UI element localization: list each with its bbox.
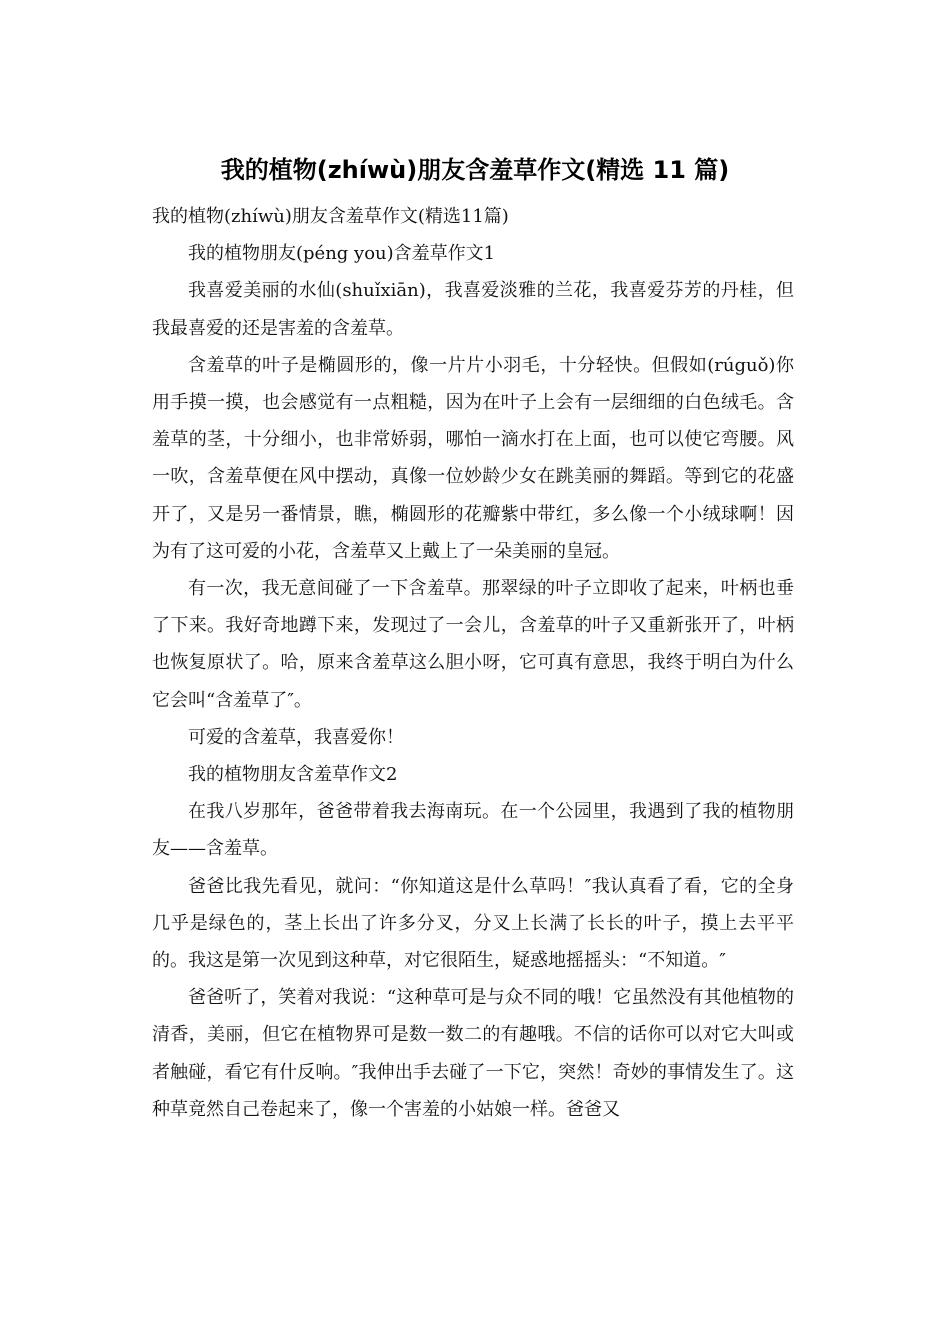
section-heading-2: 我的植物朋友含羞草作文2 <box>188 764 398 786</box>
document-body <box>152 198 794 1128</box>
document-title: 我的植物(zhíwù)朋友含羞草作文(精选 11 篇) <box>220 156 730 184</box>
paragraph: 我喜爱美丽的水仙(shuǐxiān)，我喜爱淡雅的兰花，我喜爱芬芳的丹桂，但我最喜爱的还是害羞的含羞草。 <box>152 280 794 339</box>
subtitle-line: 我的植物(zhíwù)朋友含羞草作文(精选11篇) <box>152 206 509 227</box>
paragraph: 爸爸听了，笑着对我说：“这种草可是与众不同的哦！它虽然没有其他植物的清香，美丽，但它在植物界可是数一数二的有趣哦。不信的话你可以对它大叫或者触碰，看它有什反响。″我伸出手去碰了一下它，突然！奇妙的事情发生了。这种草竟然自己卷起来了，像一个害羞的小姑娘一样。爸爸又 <box>152 987 794 1120</box>
paragraph: 有一次，我无意间碰了一下含羞草。那翠绿的叶子立即收了起来，叶柄也垂了下来。我好奇地蹲下来，发现过了一会儿，含羞草的叶子又重新张开了，叶柄也恢复原状了。哈，原来含羞草这么胆小呀，它可真有意思，我终于明白为什么它会叫“含羞草了″。 <box>152 578 794 711</box>
paragraph: 可爱的含羞草，我喜爱你！ <box>188 726 404 748</box>
paragraph: 在我八岁那年，爸爸带着我去海南玩。在一个公园里，我遇到了我的植物朋友——含羞草。 <box>152 801 794 860</box>
paragraph: 含羞草的叶子是椭圆形的，像一片片小羽毛，十分轻快。但假如(rúguǒ)你用手摸一摸，也会感觉有一点粗糙，因为在叶子上会有一层细细的白色绒毛。含羞草的茎，十分细小，也非常娇弱，哪怕一滴水打在上面，也可以使它弯腰。风一吹，含羞草便在风中摆动，真像一位妙龄少女在跳美丽的舞蹈。等到它的花盛开了，又是另一番情景，瞧，椭圆形的花瓣紫中带红，多么像一个小绒球啊！因为有了这可爱的小花，含羞草又上戴上了一朵美丽的皇冠。 <box>152 354 794 562</box>
paragraph: 爸爸比我先看见，就问：“你知道这是什么草吗！″我认真看了看，它的全身几乎是绿色的，茎上长出了许多分叉，分叉上长满了长长的叶子，摸上去平平的。我这是第一次见到这种草，对它很陌生，疑惑地摇摇头：“不知道。″ <box>152 875 794 972</box>
section-heading-1: 我的植物朋友(péng you)含羞草作文1 <box>188 243 496 265</box>
